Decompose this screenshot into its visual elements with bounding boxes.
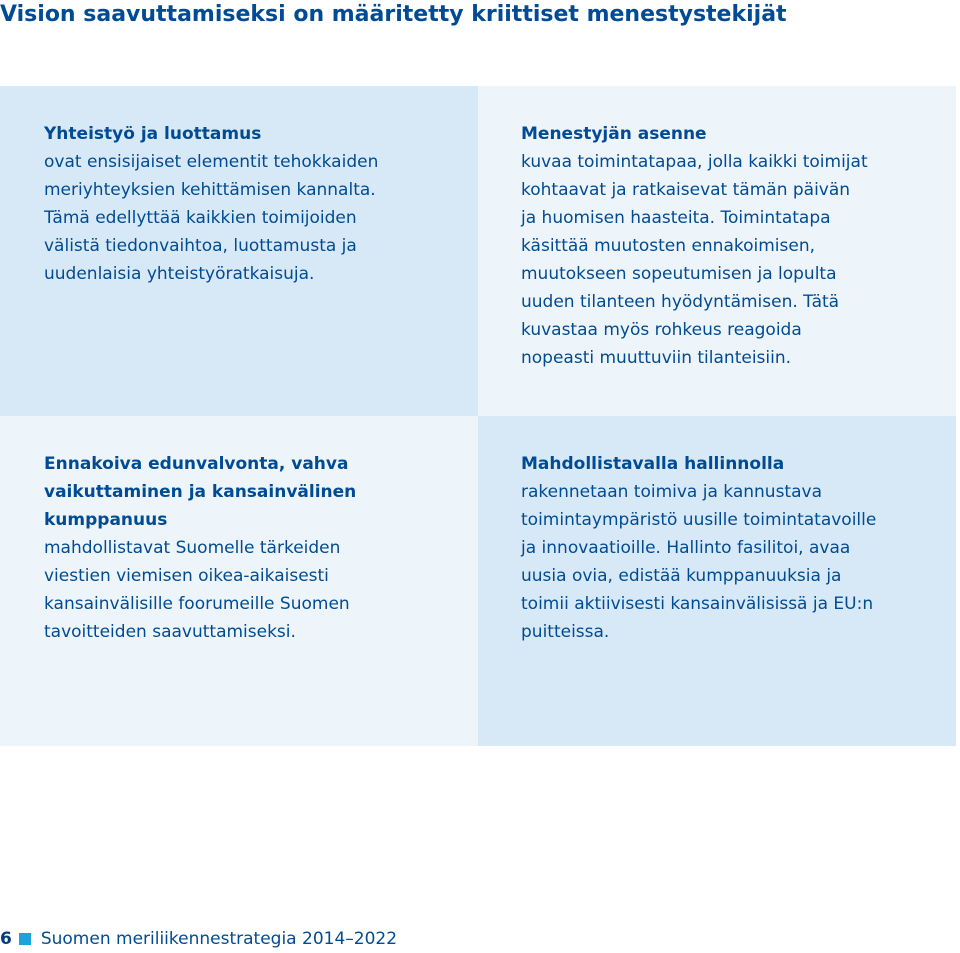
factor-heading: Menestyjän asenne	[521, 124, 707, 144]
square-bullet-icon	[19, 933, 31, 945]
page-footer	[0, 925, 397, 953]
factor-box-attitude	[478, 86, 956, 416]
factor-heading: Yhteistyö ja luottamus	[44, 124, 262, 144]
factor-heading: Mahdollistavalla hallinnolla	[521, 454, 785, 474]
factor-heading: Ennakoiva edunvalvonta, vahva vaikuttaminen ja kansainvälinen kumppanuus	[44, 454, 357, 530]
page-number: 6	[0, 929, 12, 949]
factor-body: kuvaa toimintatapaa, jolla kaikki toimijat kohtaavat ja ratkaisevat tämän päivän ja huomisen haasteita. Toimintatapa käsittää muutosten ennakoimisen, muutokseen sopeutumisen ja lopulta uuden tilanteen hyödyntämisen. Tätä kuvastaa myös rohkeus reagoida nopeasti muuttuviin tilanteisiin.	[521, 152, 868, 368]
factor-body: mahdollistavat Suomelle tärkeiden viestien viemisen oikea-aikaisesti kansainvälisille foorumeille Suomen tavoitteiden saavuttamiseksi.	[44, 538, 350, 642]
publication-title: Suomen meriliikennestrategia 2014–2022	[40, 929, 398, 949]
factor-body: rakennetaan toimiva ja kannustava toimintaympäristö uusille toimintatavoille ja innovaatioille. Hallinto fasilitoi, avaa uusia ovia, edistää kumppanuuksia ja toimii aktiivisesti kansainvälisissä ja EU:n puitteissa.	[521, 482, 877, 642]
factor-body: ovat ensisijaiset elementit tehokkaiden meriyhteyksien kehittämisen kannalta. Tämä edellyttää kaikkien toimijoiden välistä tiedonvaihtoa, luottamusta ja uudenlaisia yhteistyöratkaisuja.	[44, 152, 379, 284]
success-factors-grid	[0, 86, 956, 746]
page-title: Vision saavuttamiseksi on määritetty kriittiset menestystekijät	[0, 2, 787, 27]
factor-box-cooperation	[0, 86, 478, 416]
factor-box-advocacy	[0, 416, 478, 746]
factor-box-administration	[478, 416, 956, 746]
